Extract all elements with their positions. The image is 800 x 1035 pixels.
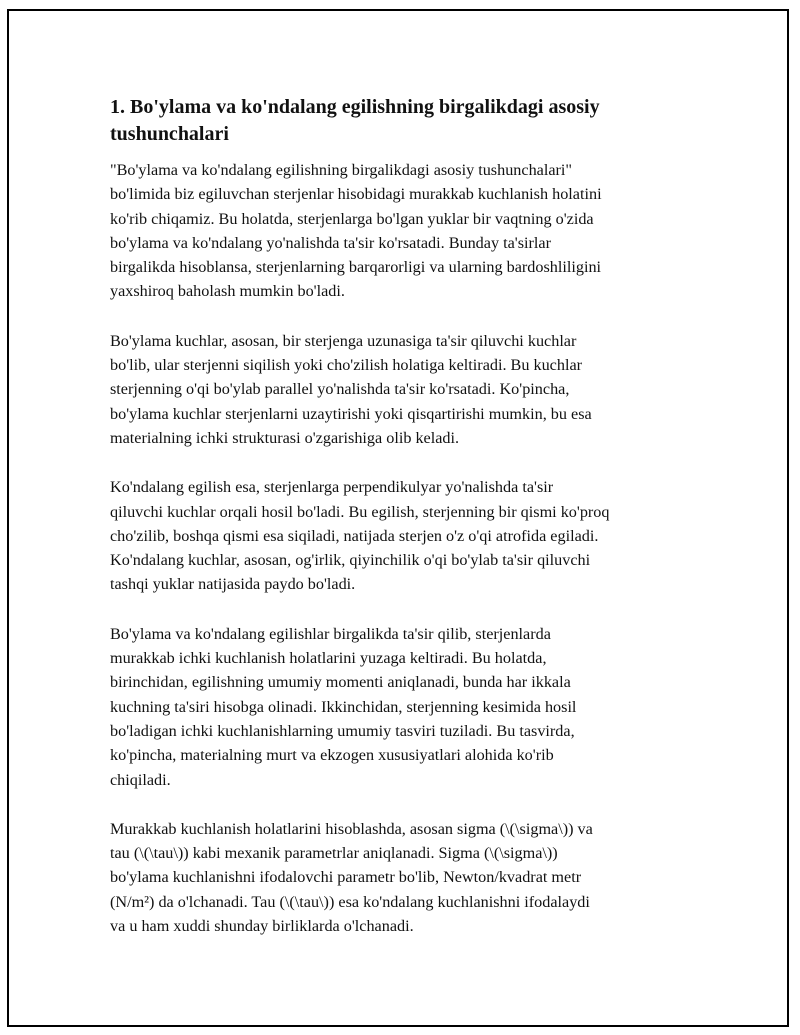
section-title: 1. Bo'ylama va ko'ndalang egilishning birgalikdagi asosiy tushunchalari [110, 96, 600, 145]
paragraph-combined-bending: Bo'ylama va ko'ndalang egilishlar birgalikda ta'sir qilib, sterjenlarda murakkab ichki kuchlanish holatlarini yuzaga keltiradi. Bu holatda, birinchidan, egilishning umumiy momenti aniqlanadi, bunda har ikkala kuchning ta'siri hisobga olinadi. Ikkinchidan, sterjenning kesimida hosil bo'ladigan ichki kuchlanishlarning umumiy tasviri tuziladi. Bu tasvirda, ko'pincha, materialning murt va ekzogen xususiyatlari alohida ko'rib chiqiladi. [110, 624, 577, 789]
paragraph-intro: "Bo'ylama va ko'ndalang egilishning birgalikdagi asosiy tushunchalari" bo'limida biz egiluvchan sterjenlar hisobidagi murakkab kuchlanish holatini ko'rib chiqamiz. Bu holatda, sterjenlarga bo'lgan yuklar bir vaqtning o'zida bo'ylama va ko'ndalang yo'nalishda ta'sir ko'rsatadi. Bunday ta'sirlar birgalikda hisoblansa, sterjenlarning barqarorligi va ularning bardoshliligini yaxshiroq baholash mumkin bo'ladi. [110, 161, 602, 301]
paragraph-stress-parameters: Murakkab kuchlanish holatlarini hisoblashda, asosan sigma (\(\sigma\)) va tau (\(\tau\)) kabi mexanik parametrlar aniqlanadi. Sigma (\(\sigma\)) bo'ylama kuchlanishni ifodalovchi parametr bo'lib, Newton/kvadrat metr (N/m²) da o'lchanadi. Tau (\(\tau\)) esa ko'ndalang kuchlanishni ifodalaydi va u ham xuddi shunday birliklarda o'lchanadi. [110, 819, 593, 936]
paragraph-transverse-bending: Ko'ndalang egilish esa, sterjenlarga perpendikulyar yo'nalishda ta'sir qiluvchi kuchlar orqali hosil bo'ladi. Bu egilish, sterjenning bir qismi ko'proq cho'zilib, boshqa qismi esa siqiladi, natijada sterjen o'z o'qi atrofida egiladi. Ko'ndalang kuchlar, asosan, og'irlik, qiyinchilik o'qi bo'ylab ta'sir qiluvchi tashqi yuklar natijasida paydo bo'ladi. [110, 478, 610, 594]
document-body [110, 94, 695, 963]
paragraph-longitudinal-forces: Bo'ylama kuchlar, asosan, bir sterjenga uzunasiga ta'sir qiluvchi kuchlar bo'lib, ular sterjenni siqilish yoki cho'zilish holatiga keltiradi. Bu kuchlar sterjenning o'qi bo'ylab parallel yo'nalishda ta'sir ko'rsatadi. Ko'pincha, bo'ylama kuchlar sterjenlarni uzaytirishi yoki qisqartirishi mumkin, bu esa materialning ichki strukturasi o'zgarishiga olib keladi. [110, 331, 592, 447]
